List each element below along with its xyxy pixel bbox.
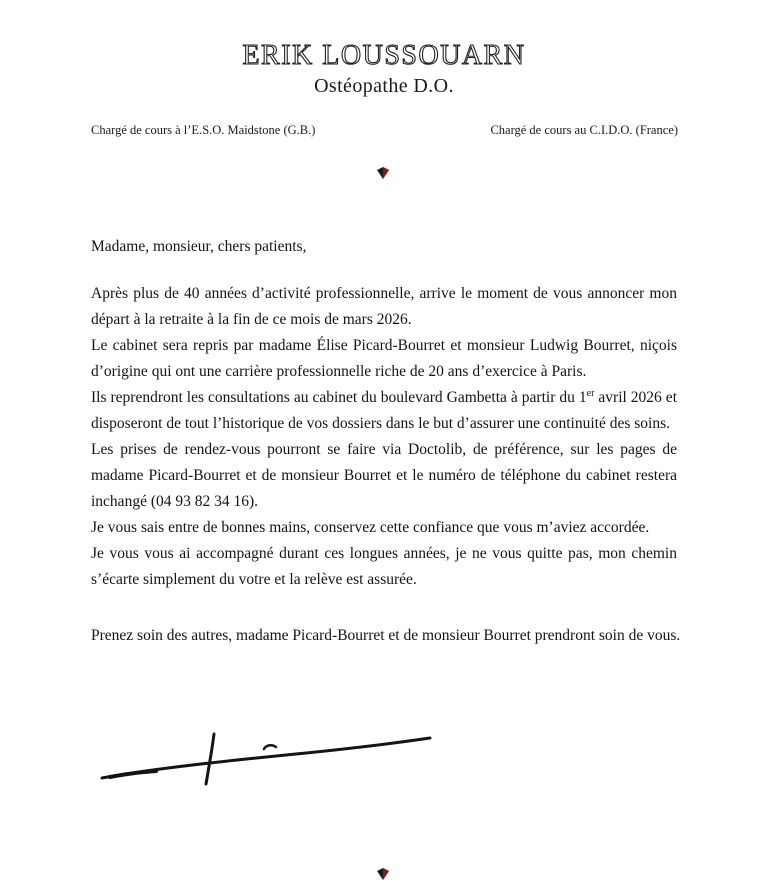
letter-body xyxy=(91,281,677,593)
paragraph-consultations-start: Ils reprendront les consultations au cabinet du boulevard Gambetta à partir du 1 xyxy=(91,389,587,406)
paragraph-farewell: Je vous vous ai accompagné durant ces longues années, je ne vous quitte pas, mon chemin s’écarte simplement du votre et la relève est assurée. xyxy=(91,545,677,588)
letterhead-title: Ostéopathe D.O. xyxy=(314,75,454,97)
closing-line: Prenez soin des autres, madame Picard-Bourret et de monsieur Bourret prendront soin de vous. xyxy=(91,627,681,644)
affiliation-right: Chargé de cours au C.I.D.O. (France) xyxy=(490,123,678,137)
ordinal-superscript: er xyxy=(586,387,595,399)
paragraph-successors: Le cabinet sera repris par madame Élise Picard-Bourret et monsieur Ludwig Bourret, niçois d’origine qui ont une carrière professionnelle riche de 20 ans d’exercice à Paris. xyxy=(91,337,677,380)
ornament-icon xyxy=(376,167,390,179)
paragraph-retirement: Après plus de 40 années d’activité professionnelle, arrive le moment de vous annoncer mon départ à la retraite à la fin de ce mois de mars 2026. xyxy=(91,285,677,328)
paragraph-appointments: Les prises de rendez-vous pourront se faire via Doctolib, de préférence, sur les pages de madame Picard-Bourret et de monsieur Bourret et le numéro de téléphone du cabinet restera inchangé (04 93 82 34 16). xyxy=(91,441,677,510)
paragraph-confidence: Je vous sais entre de bonnes mains, conservez cette confiance que vous m’aviez accordée. xyxy=(91,519,650,536)
ornament-icon xyxy=(376,868,390,880)
affiliation-left: Chargé de cours à l’E.S.O. Maidstone (G.B.) xyxy=(91,123,316,137)
paragraph-consultations-end: avril 2026 et disposeront de tout l’historique de vos dossiers dans le but d’assurer une continuité des soins. xyxy=(91,389,677,432)
paragraph-consultations xyxy=(91,385,677,437)
letterhead-name: ERIK LOUSSOUARN xyxy=(242,40,526,71)
salutation: Madame, monsieur, chers patients, xyxy=(91,238,307,255)
signature-image xyxy=(96,722,436,792)
